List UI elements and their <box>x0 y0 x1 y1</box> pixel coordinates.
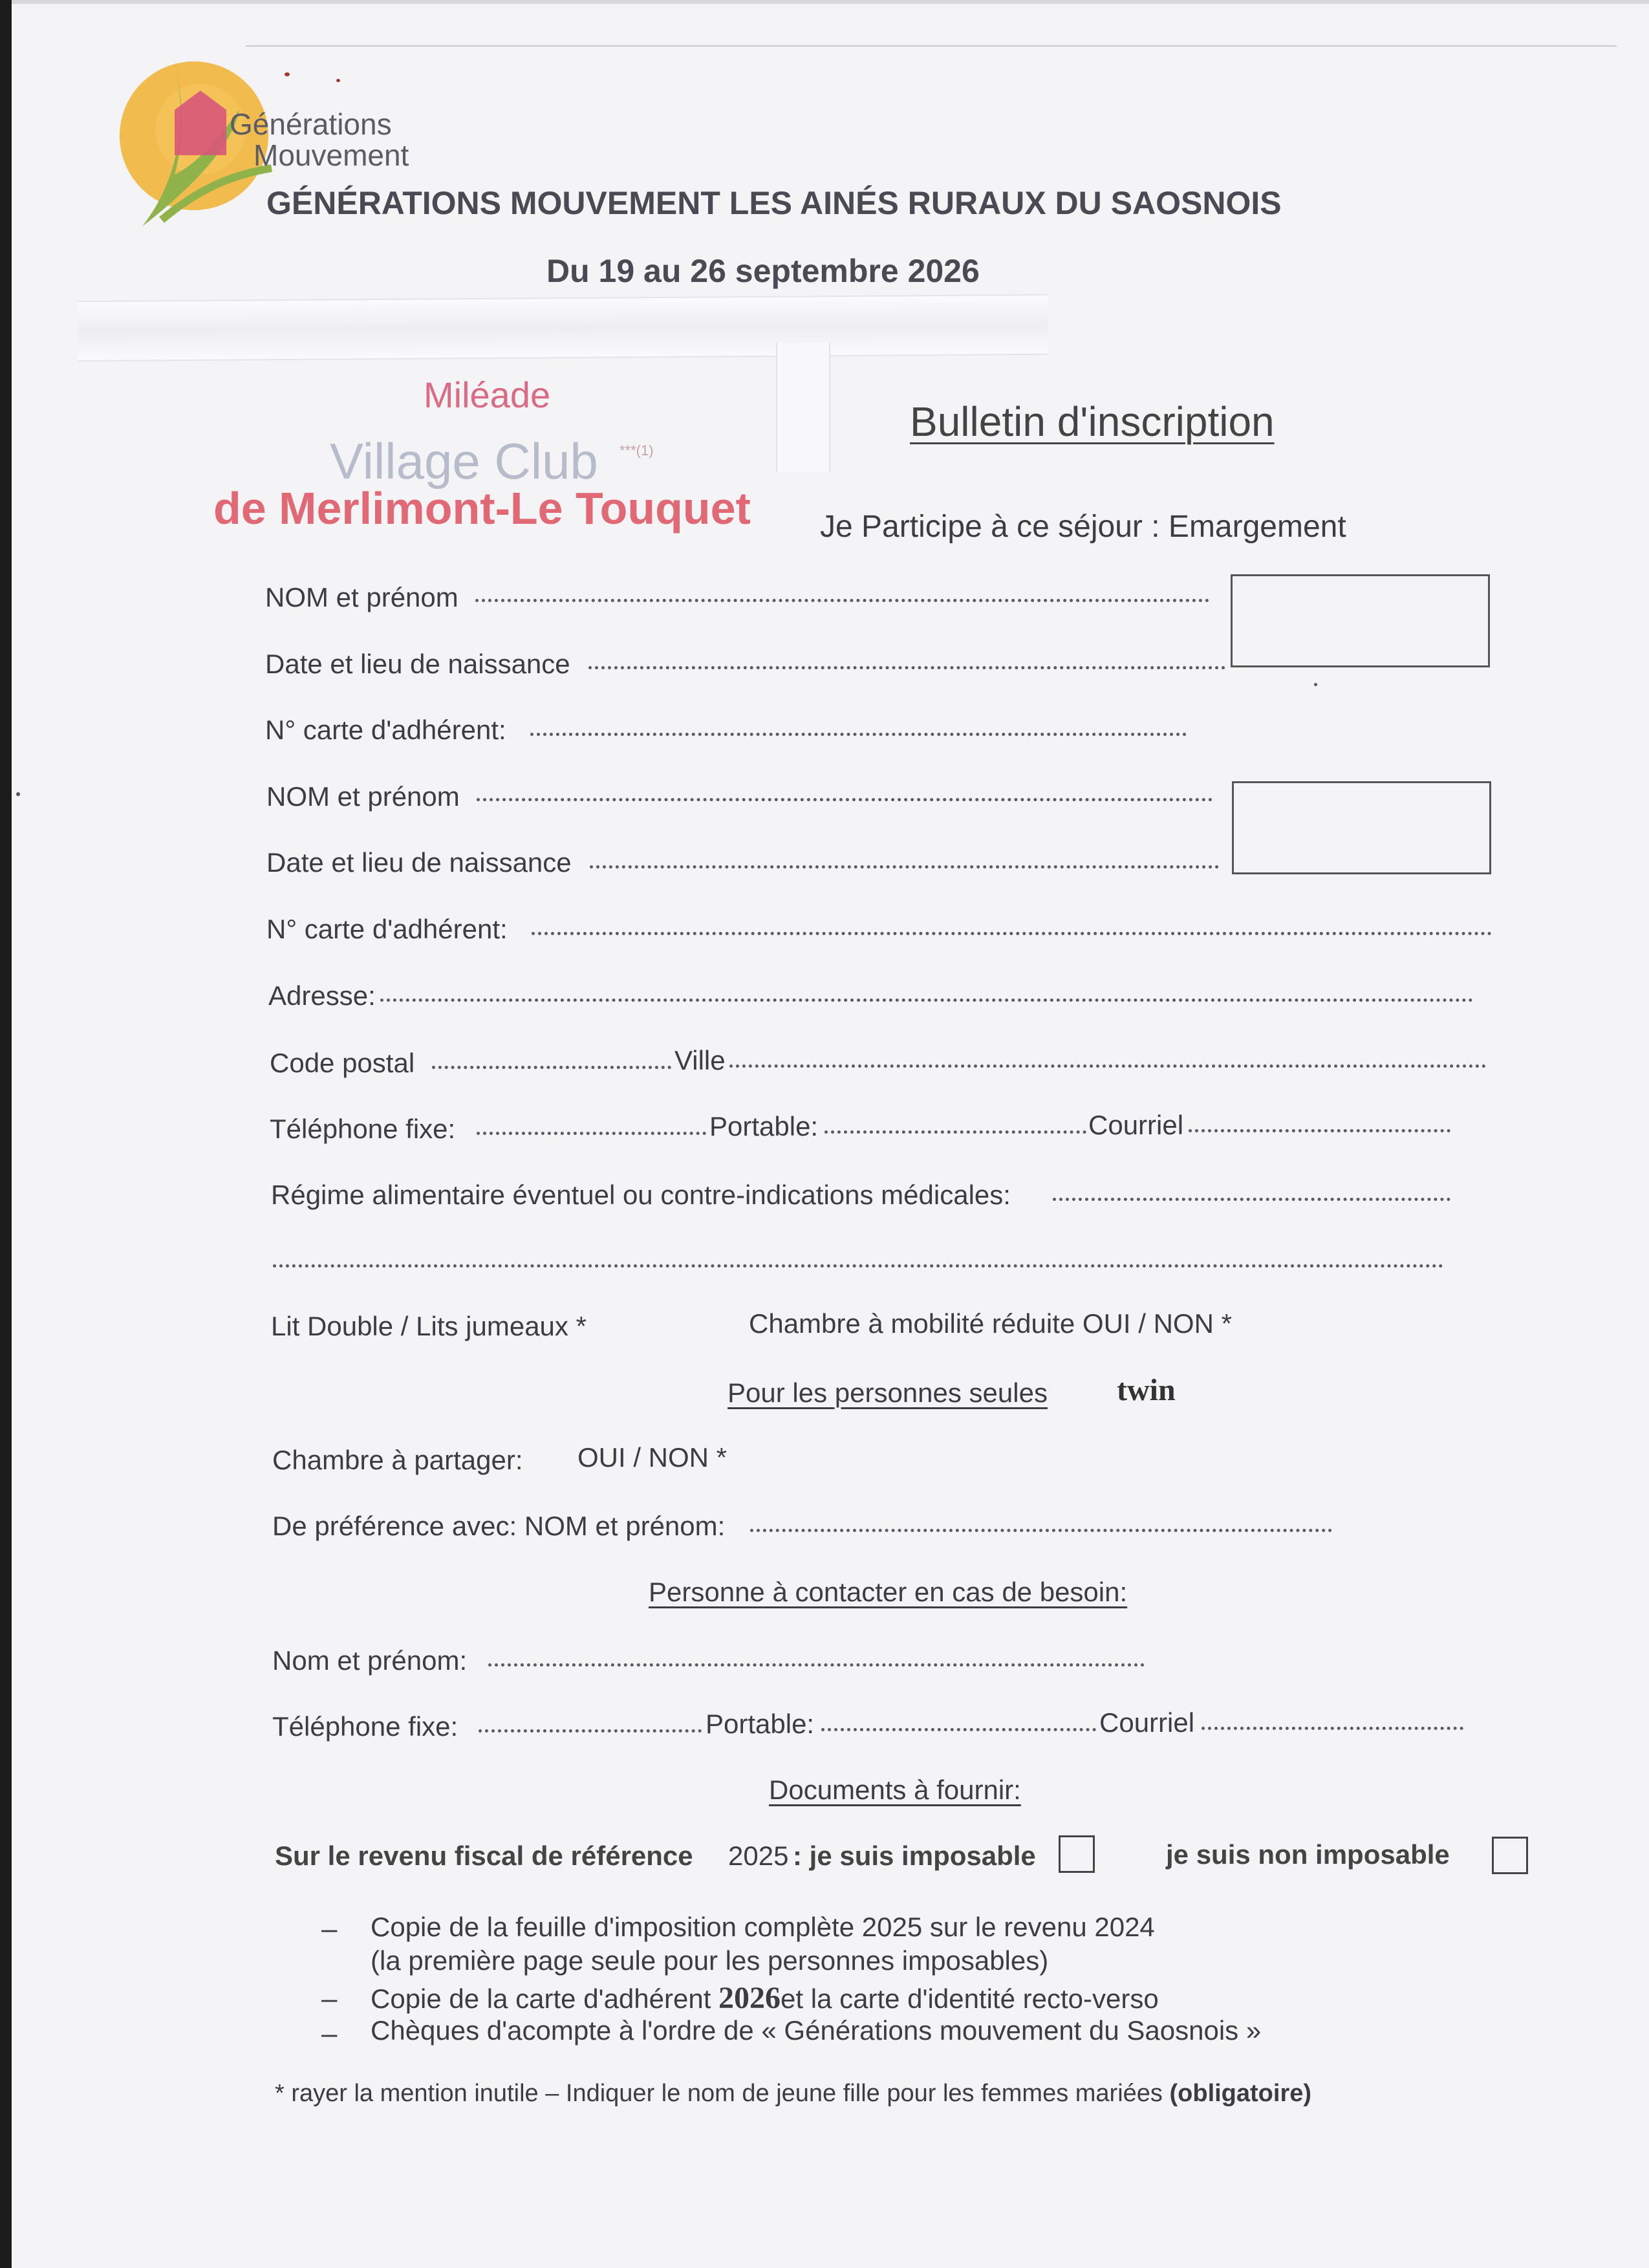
address-label: Adresse: <box>268 980 376 1011</box>
p2-signature-box[interactable] <box>1232 781 1491 874</box>
phone-field[interactable] <box>477 1132 706 1135</box>
tape-residue <box>78 294 1048 362</box>
postal-label: Code postal <box>270 1048 415 1078</box>
p2-birth-field[interactable] <box>590 865 1219 869</box>
p1-birth-label: Date et lieu de naissance <box>265 649 570 679</box>
scan-edge-top <box>12 0 1649 4</box>
diet-field-line2[interactable] <box>273 1264 1443 1268</box>
p2-name-field[interactable] <box>477 798 1212 801</box>
venue-location: de Merlimont-Le Touquet <box>213 483 751 534</box>
top-rule <box>246 45 1617 47</box>
p1-name-label: NOM et prénom <box>265 582 458 612</box>
scan-speck <box>285 72 290 76</box>
p1-birth-field[interactable] <box>588 666 1225 669</box>
doc2-text: Copie de la carte d'adhérent 2026et la carte d'identité recto-verso <box>371 1981 1159 2015</box>
p1-signature-box[interactable] <box>1231 574 1490 667</box>
scan-speck <box>16 792 20 796</box>
logo-line1: Générations <box>230 107 392 141</box>
p2-card-field[interactable] <box>532 932 1492 935</box>
contact-mobile-field[interactable] <box>821 1728 1096 1731</box>
bullet: – <box>321 1913 338 1945</box>
postal-field[interactable] <box>432 1066 671 1069</box>
bullet: – <box>321 1983 338 2014</box>
tape-residue <box>776 343 830 472</box>
twin-note: twin <box>1117 1373 1176 1407</box>
city-field[interactable] <box>729 1064 1486 1068</box>
doc1-note: (la première page seule pour les personnes imposables) <box>371 1945 1049 1976</box>
phone-label: Téléphone fixe: <box>270 1114 456 1144</box>
p1-name-field[interactable] <box>475 599 1209 602</box>
trip-dates: Du 19 au 26 septembre 2026 <box>546 253 980 289</box>
docs-heading: Documents à fournir: <box>769 1775 1021 1805</box>
address-field[interactable] <box>380 999 1473 1002</box>
imposable-checkbox[interactable] <box>1059 1835 1095 1873</box>
mobile-field[interactable] <box>824 1130 1086 1134</box>
contact-phone-label: Téléphone fixe: <box>272 1711 458 1742</box>
tax-imposable-label: : je suis imposable <box>793 1841 1036 1871</box>
doc3-text: Chèques d'acompte à l'ordre de « Générations mouvement du Saosnois » <box>371 2015 1262 2046</box>
p2-card-label: N° carte d'adhérent: <box>266 914 508 944</box>
email-label: Courriel <box>1088 1110 1184 1140</box>
org-title: GÉNÉRATIONS MOUVEMENT LES AINÉS RURAUX DU SAOSNOIS <box>266 185 1282 221</box>
single-heading: Pour les personnes seules <box>727 1377 1048 1408</box>
scan-speck <box>336 79 340 82</box>
contact-phone-field[interactable] <box>479 1729 702 1733</box>
tax-year: 2025 <box>728 1841 789 1871</box>
contact-mobile-label: Portable: <box>706 1709 815 1739</box>
p1-card-label: N° carte d'adhérent: <box>265 715 506 745</box>
diet-field[interactable] <box>1053 1198 1450 1201</box>
diet-label: Régime alimentaire éventuel ou contre-indications médicales: <box>271 1180 1011 1210</box>
contact-name-label: Nom et prénom: <box>272 1645 468 1676</box>
contact-email-label: Courriel <box>1099 1707 1195 1738</box>
doc1-text: Copie de la feuille d'imposition complète 2025 sur le revenu 2024 <box>371 1912 1155 1942</box>
mobile-label: Portable: <box>709 1111 819 1141</box>
pmr-options[interactable]: Chambre à mobilité réduite OUI / NON * <box>749 1308 1232 1339</box>
contact-name-field[interactable] <box>488 1663 1145 1667</box>
share-label: Chambre à partager: <box>272 1445 523 1475</box>
contact-email-field[interactable] <box>1202 1727 1463 1730</box>
preference-label: De préférence avec: NOM et prénom: <box>272 1511 726 1541</box>
form-title: Bulletin d'inscription <box>910 398 1275 445</box>
village-club: Village Club <box>330 433 598 490</box>
bullet: – <box>321 2018 338 2049</box>
tax-label: Sur le revenu fiscal de référence <box>275 1841 693 1871</box>
email-field[interactable] <box>1189 1129 1450 1132</box>
non-imposable-checkbox[interactable] <box>1492 1837 1528 1874</box>
preference-field[interactable] <box>750 1529 1332 1532</box>
tax-non-imposable-label: je suis non imposable <box>1166 1839 1450 1870</box>
share-options[interactable]: OUI / NON * <box>577 1442 727 1473</box>
participation-line: Je Participe à ce séjour : Emargement <box>820 510 1346 544</box>
footnote: * rayer la mention inutile – Indiquer le nom de jeune fille pour les femmes mariées (obligatoire) <box>275 2080 1312 2107</box>
logo-line2: Mouvement <box>253 138 409 172</box>
p2-name-label: NOM et prénom <box>266 781 460 812</box>
bed-options[interactable]: Lit Double / Lits jumeaux * <box>271 1311 587 1341</box>
scan-speck <box>1314 683 1317 686</box>
p1-card-field[interactable] <box>530 733 1187 736</box>
contact-heading: Personne à contacter en cas de besoin: <box>649 1577 1128 1607</box>
mileade-logo: Miléade <box>424 374 551 415</box>
scan-edge <box>0 0 12 2268</box>
p2-birth-label: Date et lieu de naissance <box>266 847 572 878</box>
city-label: Ville <box>674 1045 726 1075</box>
stars: ***(1) <box>620 442 654 459</box>
